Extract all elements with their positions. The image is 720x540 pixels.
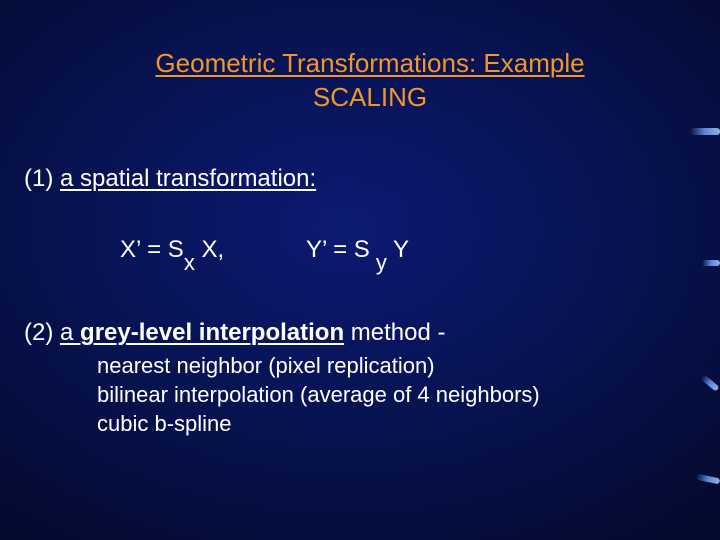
section-2-article: a [60, 319, 74, 346]
equation-x-lhs: X’ = S [120, 236, 184, 263]
list-item: nearest neighbor (pixel replication) [97, 353, 435, 378]
title-line-2: SCALING [312, 82, 428, 112]
section-grey-level-interpolation [24, 318, 446, 348]
decorative-streak [696, 474, 720, 485]
section-1-number: (1) [24, 165, 54, 192]
equation-x-rhs: X, [194, 236, 225, 263]
decorative-streak [690, 128, 720, 135]
section-2-bold-text: grey-level interpolation [80, 319, 345, 346]
section-2-suffix: method - [344, 319, 446, 346]
section-spatial-transformation [24, 164, 316, 194]
equation-y-rhs: Y [386, 236, 410, 263]
equation-y-subscript: y [375, 250, 387, 275]
decorative-streak [702, 260, 720, 266]
slide-title [0, 46, 720, 114]
list-item: bilinear interpolation (average of 4 neighbors) [97, 382, 540, 407]
equation-x [120, 236, 225, 275]
equation-y-lhs: Y’ = S [306, 236, 370, 263]
equation-x-subscript: x [183, 250, 195, 275]
section-2-number: (2) [24, 319, 54, 346]
decorative-streak [700, 374, 719, 391]
section-2-underlined [60, 319, 344, 346]
equation-y [306, 236, 410, 275]
title-line-1: Geometric Transformations: Example [155, 48, 585, 78]
section-1-text: a spatial transformation: [60, 165, 317, 192]
list-item: cubic b-spline [97, 411, 232, 436]
method-list [97, 351, 540, 438]
